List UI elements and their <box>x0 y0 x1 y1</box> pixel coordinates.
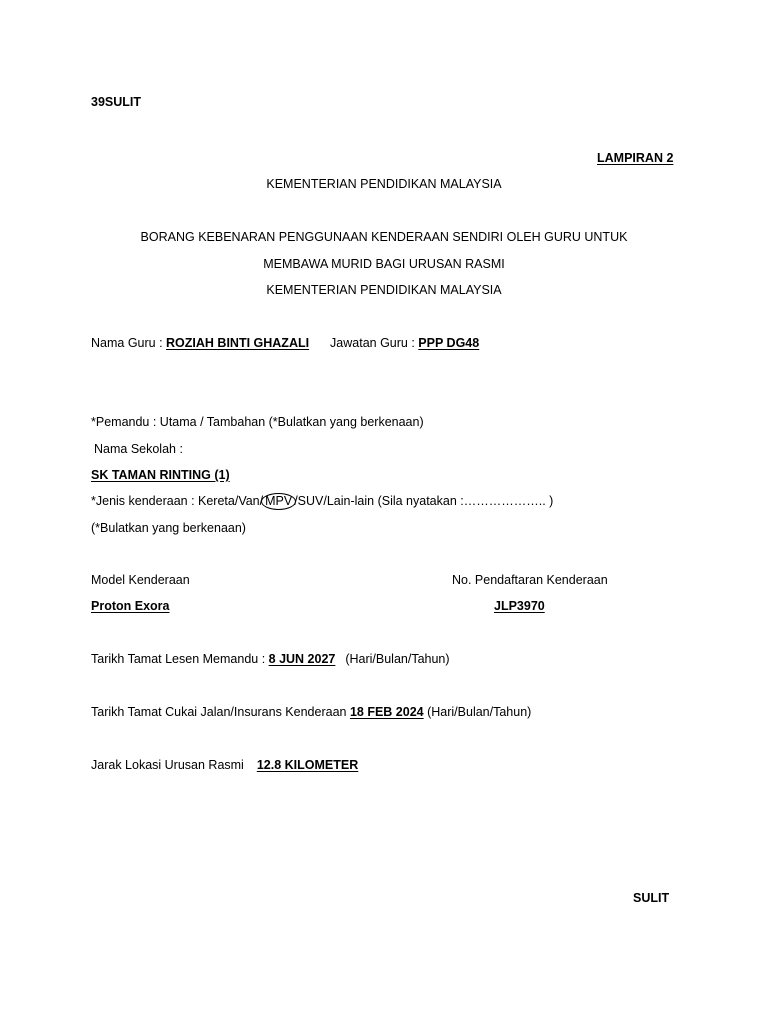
vehicle-type-selected-circle: MPV <box>261 493 296 510</box>
teacher-row <box>91 335 479 351</box>
ministry-heading: KEMENTERIAN PENDIDIKAN MALAYSIA <box>266 177 502 191</box>
distance-value: 12.8 KILOMETER <box>256 758 359 772</box>
teacher-position-value: PPP DG48 <box>418 336 480 350</box>
license-label: Tarikh Tamat Lesen Memandu : <box>91 652 269 666</box>
form-title-line-3: KEMENTERIAN PENDIDIKAN MALAYSIA <box>266 283 502 297</box>
vehicle-type-note: (*Bulatkan yang berkenaan) <box>91 521 246 535</box>
roadtax-expiry-value: 18 FEB 2024 <box>349 705 424 719</box>
vehicle-registration-value: JLP3970 <box>494 599 545 613</box>
document-code: 39SULIT <box>91 95 142 109</box>
form-title-line-2: MEMBAWA MURID BAGI URUSAN RASMI <box>263 257 505 271</box>
teacher-name-label: Nama Guru : <box>91 336 167 350</box>
roadtax-date-format: (Hari/Bulan/Tahun) <box>423 705 532 719</box>
footer-classification: SULIT <box>633 891 670 905</box>
roadtax-row <box>91 704 531 720</box>
vehicle-model-label: Model Kenderaan <box>91 573 190 587</box>
license-row <box>91 651 450 667</box>
license-date-format: (Hari/Bulan/Tahun) <box>345 652 450 666</box>
teacher-name-value: ROZIAH BINTI GHAZALI <box>166 336 310 350</box>
distance-label: Jarak Lokasi Urusan Rasmi <box>91 758 244 772</box>
vehicle-type-prefix: *Jenis kenderaan : Kereta/Van/ <box>91 494 264 508</box>
school-value: SK TAMAN RINTING (1) <box>91 468 230 482</box>
vehicle-model-value: Proton Exora <box>91 599 170 613</box>
driver-type-line: *Pemandu : Utama / Tambahan (*Bulatkan yang berkenaan) <box>91 415 424 429</box>
distance-row <box>91 757 358 773</box>
teacher-position-label: Jawatan Guru : <box>330 336 419 350</box>
roadtax-label: Tarikh Tamat Cukai Jalan/Insurans Kenderaan <box>91 705 350 719</box>
vehicle-registration-label: No. Pendaftaran Kenderaan <box>452 573 608 587</box>
lampiran-label: LAMPIRAN 2 <box>597 151 674 165</box>
vehicle-type-suffix: /SUV/Lain-lain (Sila nyatakan :……………….. ) <box>294 494 554 508</box>
form-title-line-1: BORANG KEBENARAN PENGGUNAAN KENDERAAN SENDIRI OLEH GURU UNTUK <box>140 230 628 244</box>
license-expiry-value: 8 JUN 2027 <box>268 652 336 666</box>
vehicle-type-line <box>91 493 553 509</box>
school-label: Nama Sekolah : <box>94 442 183 456</box>
